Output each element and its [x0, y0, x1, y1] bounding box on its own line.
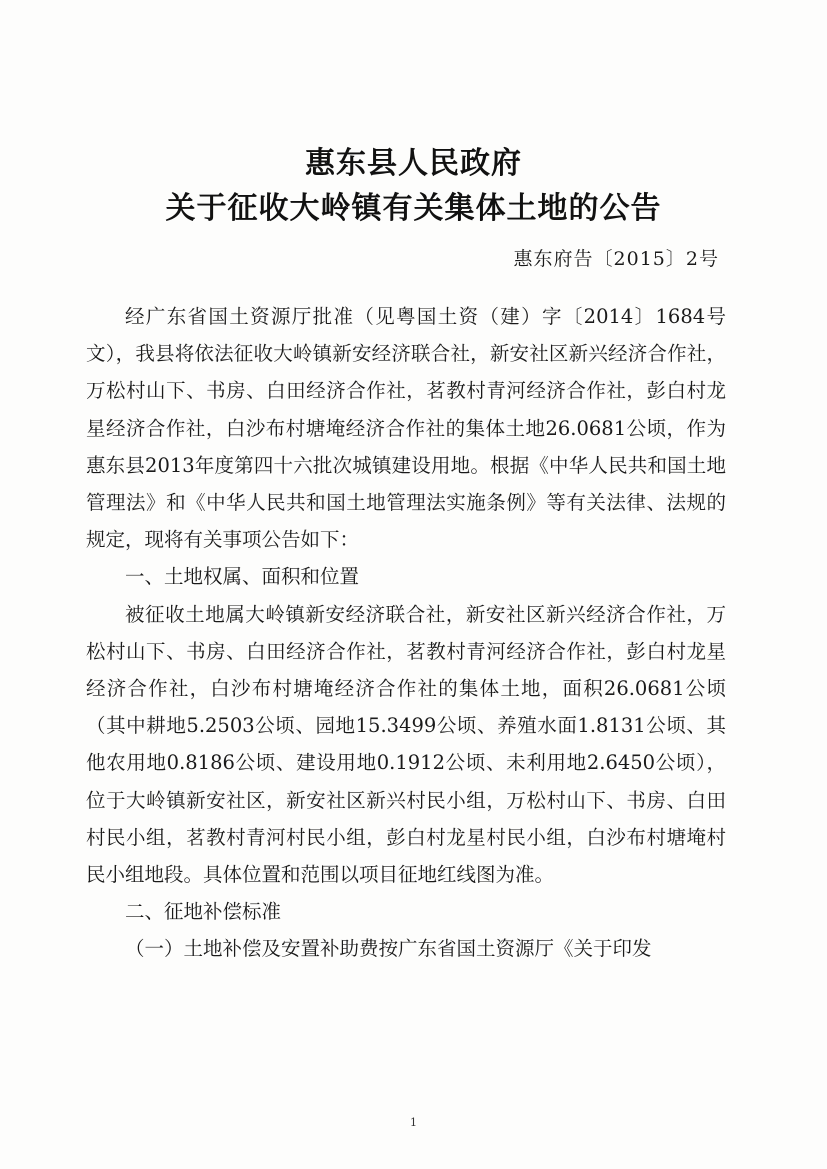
document-number: 惠东府告〔2015〕2号 — [513, 248, 719, 270]
section-heading-land-ownership: 一、土地权属、面积和位置 — [125, 565, 360, 589]
document-body — [86, 298, 726, 968]
land-ownership-paragraph: 被征收土地属大岭镇新安经济联合社，新安社区新兴经济合作社，万松村山下、书房、白田经济合作社，茗教村青河经济合作社，彭白村龙星经济合作社，白沙布村塘埯经济合作社的集体土地，面积26.0681公顷（其中耕地5.2503公顷、园地15.3499公顷、养殖水面1.8131公顷、其他农用地0.8186公顷、建设用地0.1912公顷、未利用地2.6450公顷），位于大岭镇新安社区，新安社区新兴村民小组，万松村山下、书房、白田村民小组，茗教村青河村民小组，彭白村龙星村民小组，白沙布村塘埯村民小组地段。具体位置和范围以项目征地红线图为准。 — [86, 602, 726, 887]
compensation-paragraph: （一）土地补偿及安置补助费按广东省国土资源厅《关于印发 — [125, 937, 652, 961]
intro-paragraph: 经广东省国土资源厅批准（见粤国土资（建）字〔2014〕1684号文），我县将依法征收大岭镇新安经济联合社，新安社区新兴经济合作社，万松村山下、书房、白田经济合作社，茗教村青河经济合作社，彭白村龙星经济合作社，白沙布村塘埯经济合作社的集体土地26.0681公顷，作为惠东县2013年度第四十六批次城镇建设用地。根据《中华人民共和国土地管理法》和《中华人民共和国土地管理法实施条例》等有关法律、法规的规定，现将有关事项公告如下： — [86, 305, 726, 552]
page-number: 1 — [410, 1116, 417, 1129]
document-title-line2: 关于征收大岭镇有关集体土地的公告 — [165, 191, 662, 226]
document-title-line1: 惠东县人民政府 — [305, 146, 522, 181]
section-heading-compensation: 二、征地补偿标准 — [125, 900, 282, 924]
